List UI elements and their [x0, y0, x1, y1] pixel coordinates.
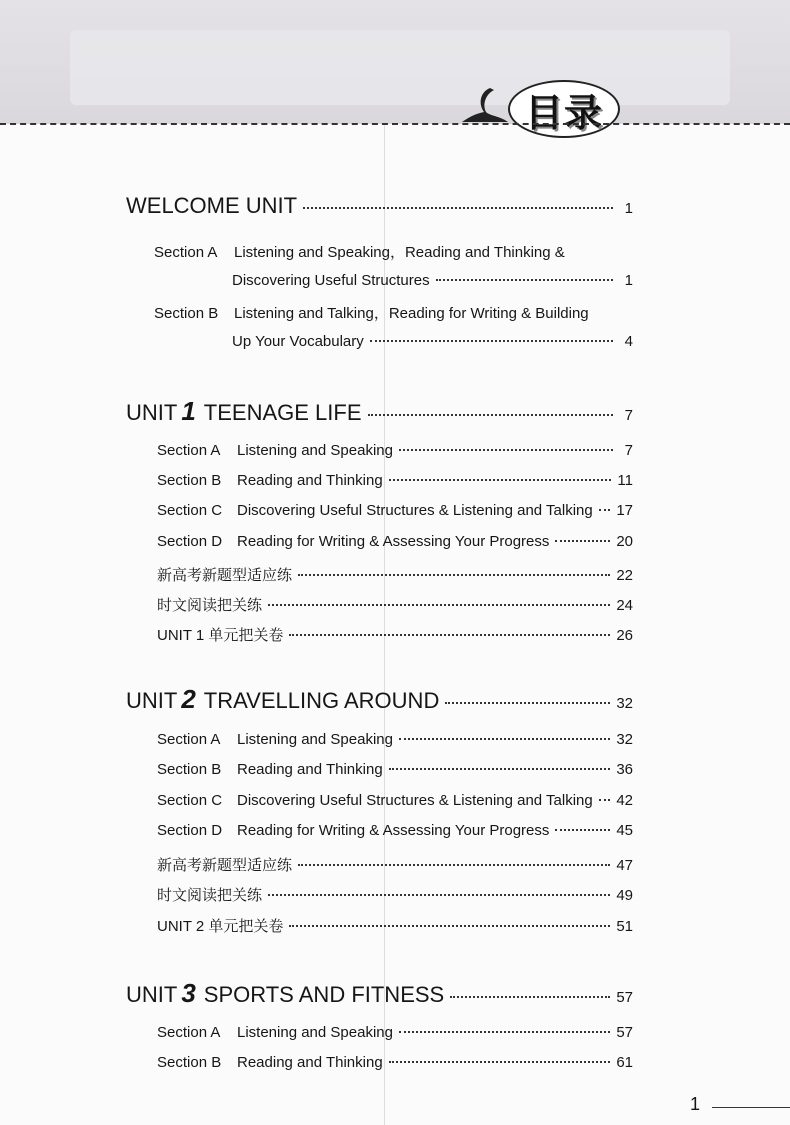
- unit-prefix: UNIT: [126, 400, 178, 425]
- page-ref: 32: [616, 731, 633, 748]
- unit-heading[interactable]: [126, 396, 633, 427]
- section-label: Section D: [157, 822, 223, 839]
- dot-leader: [370, 340, 613, 342]
- page-header: [0, 0, 790, 124]
- dot-leader: [298, 864, 610, 866]
- section-title: Reading and Thinking: [237, 761, 383, 778]
- page-ref: 32: [616, 695, 633, 712]
- unit-title: WELCOME UNIT: [126, 193, 298, 218]
- footer-line: [712, 1107, 790, 1108]
- unit-number: 1: [181, 396, 196, 426]
- page-ref: 22: [616, 567, 633, 584]
- section-label: Section D: [157, 533, 223, 550]
- unit-title: SPORTS AND FITNESS: [203, 982, 445, 1007]
- section-label: Section B: [154, 305, 219, 322]
- practice-title: 时文阅读把关练: [157, 887, 263, 904]
- page-ref: 20: [616, 533, 633, 550]
- page-ref: 36: [616, 761, 633, 778]
- section-title: Listening and Talking，Reading for Writing & Building: [234, 305, 589, 322]
- fish-wave-icon: [460, 84, 510, 124]
- unit-number: 3: [181, 978, 196, 1008]
- dot-leader: [555, 829, 610, 831]
- page-ref: 42: [616, 792, 633, 809]
- section-entry[interactable]: [154, 241, 565, 262]
- page-ref: 57: [616, 989, 633, 1006]
- section-title: Reading and Thinking: [237, 1054, 383, 1071]
- unit-prefix: UNIT: [126, 982, 178, 1007]
- page-ref: 45: [616, 822, 633, 839]
- practice-title: 新高考新题型适应练: [157, 567, 293, 584]
- unit-heading[interactable]: [126, 978, 633, 1009]
- section-title: Listening and Speaking: [237, 1024, 393, 1041]
- section-entry[interactable]: [157, 472, 633, 489]
- dot-leader: [289, 634, 610, 636]
- dot-leader: [389, 768, 611, 770]
- practice-title: UNIT 2 单元把关卷: [157, 918, 284, 935]
- section-entry-continued[interactable]: [232, 272, 633, 289]
- section-title: Listening and Speaking: [237, 731, 393, 748]
- dot-leader: [368, 414, 613, 416]
- section-entry[interactable]: [157, 792, 633, 809]
- dot-leader: [268, 894, 610, 896]
- practice-title: UNIT 1 单元把关卷: [157, 627, 284, 644]
- toc-title: 目录: [508, 80, 620, 138]
- practice-entry[interactable]: [157, 915, 633, 936]
- dot-leader: [599, 799, 611, 801]
- page-ref: 24: [616, 597, 633, 614]
- dot-leader: [389, 1061, 611, 1063]
- dot-leader: [436, 279, 613, 281]
- page-ref: 49: [616, 887, 633, 904]
- dot-leader: [298, 574, 610, 576]
- page-ref: 1: [624, 272, 633, 289]
- section-entry[interactable]: [157, 761, 633, 778]
- section-entry[interactable]: [154, 302, 589, 323]
- page-ref: 4: [624, 333, 633, 350]
- dot-leader: [389, 479, 612, 481]
- section-label: Section A: [157, 731, 221, 748]
- practice-entry[interactable]: [157, 594, 633, 615]
- page-number: 1: [690, 1094, 701, 1114]
- section-label: Section A: [157, 1024, 221, 1041]
- dot-leader: [289, 925, 610, 927]
- practice-entry[interactable]: [157, 854, 633, 875]
- unit-prefix: UNIT: [126, 688, 178, 713]
- section-title: Discovering Useful Structures & Listening and Talking: [237, 792, 593, 809]
- practice-entry[interactable]: [157, 624, 633, 645]
- page-ref: 47: [616, 857, 633, 874]
- section-label: Section B: [157, 761, 222, 778]
- section-entry[interactable]: [157, 442, 633, 459]
- page-ref: 11: [617, 472, 633, 489]
- section-label: Section C: [157, 792, 223, 809]
- section-label: Section B: [157, 1054, 222, 1071]
- section-label: Section B: [157, 472, 222, 489]
- dot-leader: [445, 702, 610, 704]
- practice-title: 时文阅读把关练: [157, 597, 263, 614]
- page-ref: 61: [616, 1054, 633, 1071]
- section-entry[interactable]: [157, 533, 633, 550]
- section-title: Discovering Useful Structures: [232, 272, 430, 289]
- dot-leader: [399, 1031, 610, 1033]
- section-title: Discovering Useful Structures & Listening and Talking: [237, 502, 593, 519]
- unit-number: 2: [181, 684, 196, 714]
- section-label: Section C: [157, 502, 223, 519]
- section-label: Section A: [154, 244, 218, 261]
- section-title: Listening and Speaking: [237, 442, 393, 459]
- practice-entry[interactable]: [157, 564, 633, 585]
- unit-title: TRAVELLING AROUND: [203, 688, 440, 713]
- section-entry[interactable]: [157, 1024, 633, 1041]
- page-ref: 57: [616, 1024, 633, 1041]
- page-ref: 7: [624, 407, 633, 424]
- unit-heading[interactable]: [126, 684, 633, 715]
- dot-leader: [303, 207, 613, 209]
- dot-leader: [399, 449, 613, 451]
- unit-heading-welcome[interactable]: [126, 193, 633, 219]
- dot-leader: [450, 996, 610, 998]
- section-title: Reading for Writing & Assessing Your Progress: [237, 822, 550, 839]
- dot-leader: [599, 509, 611, 511]
- page-ref: 51: [616, 918, 633, 935]
- section-entry[interactable]: [157, 1054, 633, 1071]
- page-ref: 26: [616, 627, 633, 644]
- section-label: Section A: [157, 442, 221, 459]
- section-entry[interactable]: [157, 822, 633, 839]
- section-entry[interactable]: [157, 731, 633, 748]
- section-title: Reading for Writing & Assessing Your Progress: [237, 533, 550, 550]
- section-title: Up Your Vocabulary: [232, 333, 364, 350]
- practice-title: 新高考新题型适应练: [157, 857, 293, 874]
- dot-leader: [268, 604, 610, 606]
- dot-leader: [399, 738, 610, 740]
- page-ref: 1: [624, 200, 633, 217]
- practice-entry[interactable]: [157, 884, 633, 905]
- section-entry-continued[interactable]: [232, 333, 633, 350]
- section-entry[interactable]: [157, 502, 633, 519]
- page-ref: 7: [624, 442, 633, 459]
- section-title: Listening and Speaking，Reading and Thinking &: [234, 244, 565, 261]
- page-ref: 17: [616, 502, 633, 519]
- dot-leader: [555, 540, 610, 542]
- header-divider: [0, 123, 790, 125]
- unit-title: TEENAGE LIFE: [203, 400, 362, 425]
- section-title: Reading and Thinking: [237, 472, 383, 489]
